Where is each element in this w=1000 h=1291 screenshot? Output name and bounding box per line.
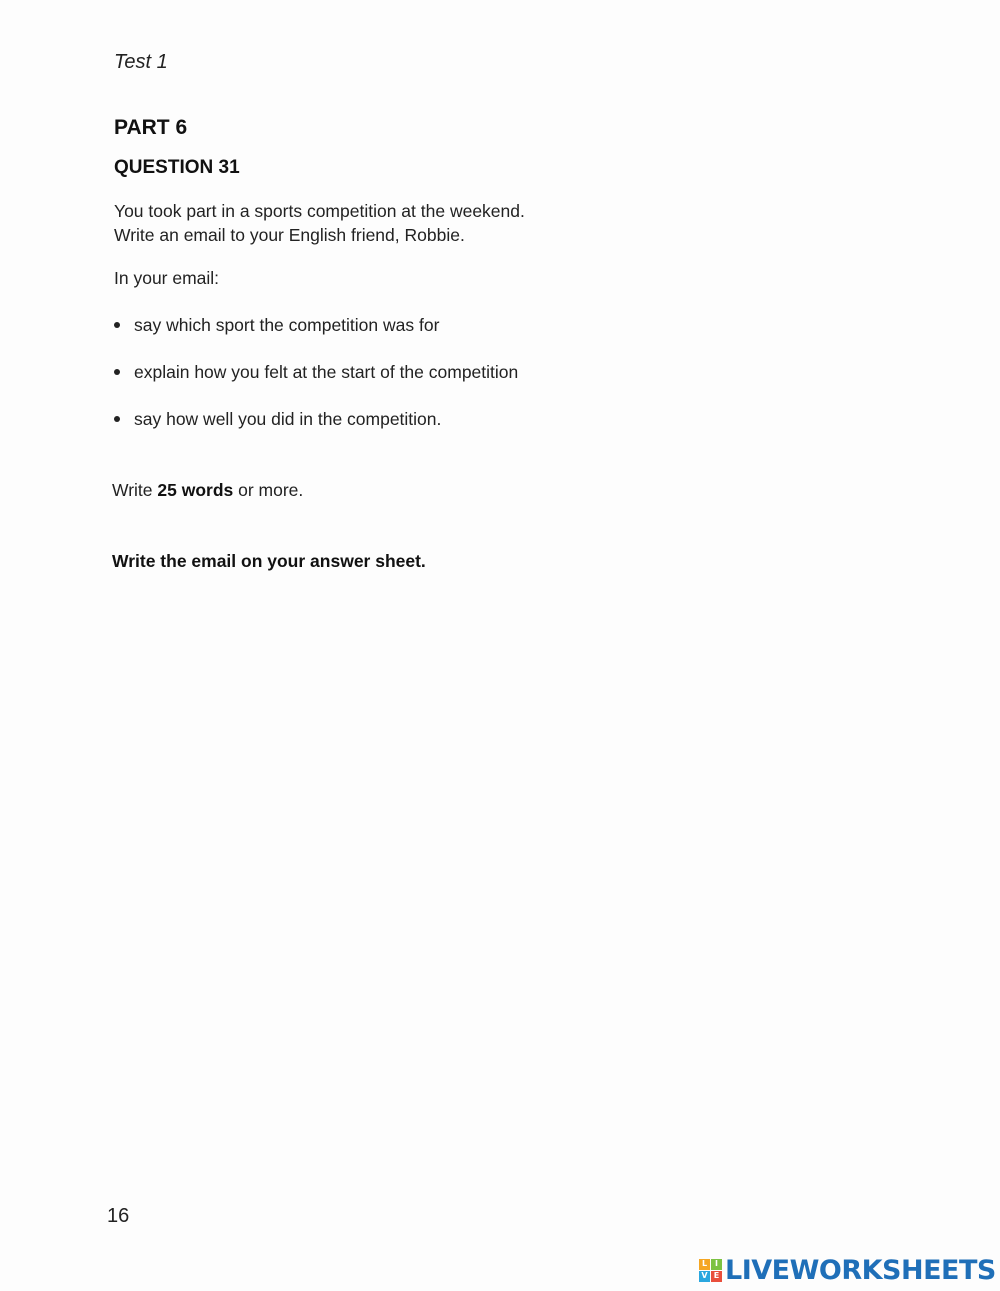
bullet-intro: In your email: (114, 268, 220, 288)
bullet-icon (114, 369, 120, 375)
list-item (114, 409, 518, 456)
bullet-icon (114, 416, 120, 422)
logo-text: LIVEWORKSHEETS (725, 1254, 996, 1286)
word-count-prefix: Write (112, 480, 158, 500)
list-item (114, 315, 518, 362)
logo-tile: L (699, 1259, 710, 1270)
logo-tile: E (711, 1271, 722, 1282)
answer-sheet-instruction: Write the email on your answer sheet. (112, 551, 426, 571)
task-prompt (114, 199, 525, 247)
bullet-icon (114, 322, 120, 328)
logo-tile: I (711, 1259, 722, 1270)
bullet-text: explain how you felt at the start of the competition (134, 362, 519, 382)
word-count-suffix: or more. (233, 480, 304, 500)
page-number: 16 (107, 1205, 130, 1227)
prompt-line: Write an email to your English friend, Robbie. (114, 225, 465, 245)
list-item (114, 362, 518, 409)
task-bullet-list (114, 315, 518, 456)
liveworksheets-logo-icon (699, 1259, 722, 1282)
liveworksheets-logo (699, 1255, 996, 1285)
logo-tile: V (699, 1271, 710, 1282)
bullet-text: say how well you did in the competition. (134, 409, 442, 429)
prompt-line: You took part in a sports competition at the weekend. (114, 201, 525, 221)
running-header: Test 1 (114, 51, 168, 73)
question-title: QUESTION 31 (114, 157, 240, 178)
part-title: PART 6 (114, 116, 188, 139)
word-count-emphasis: 25 words (157, 480, 234, 500)
word-count-requirement (112, 480, 303, 501)
bullet-text: say which sport the competition was for (134, 315, 440, 335)
